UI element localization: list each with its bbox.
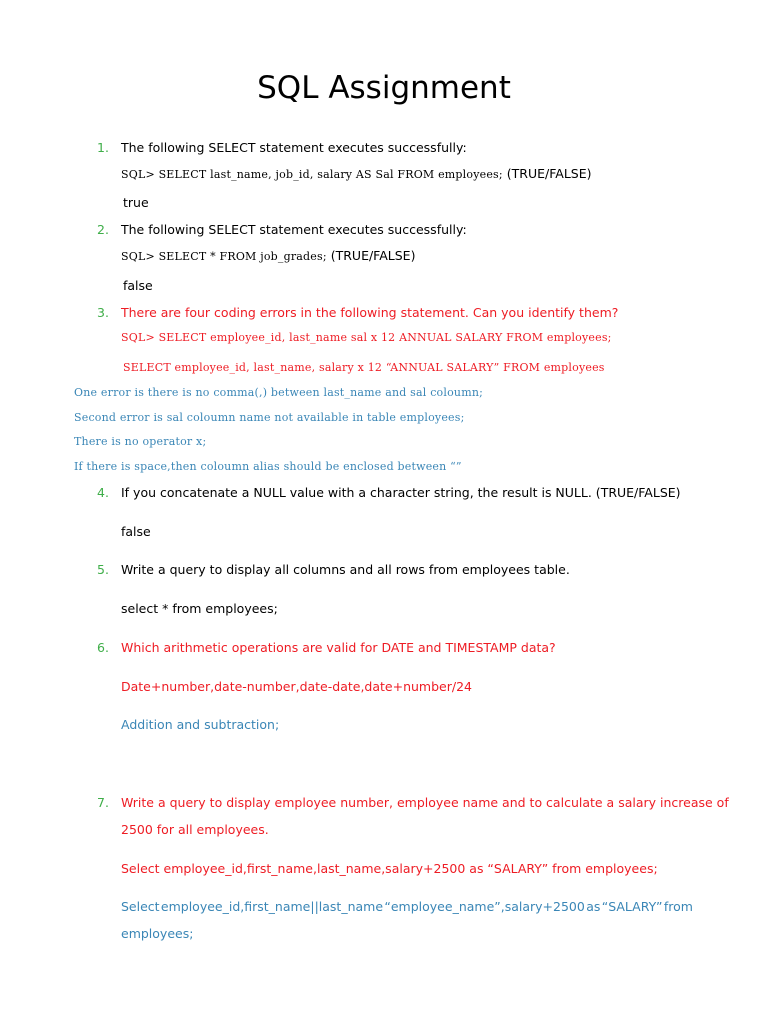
question-number: 3. — [97, 305, 109, 320]
question-text: Write a query to display employee number, employee name and to calculate a salary increase of — [121, 795, 729, 810]
question-text: Which arithmetic operations are valid for DATE and TIMESTAMP data? — [121, 640, 556, 655]
question-number: 1. — [97, 140, 109, 155]
question-number: 5. — [97, 562, 109, 577]
answer-text — [121, 899, 693, 915]
answer-word: “employee_name”,salary+2500 — [384, 899, 585, 914]
question-text: The following SELECT statement executes successfully: — [121, 222, 467, 237]
question-number: 7. — [97, 795, 109, 810]
error-explanation: If there is space,then coloumn alias should be enclosed between “” — [74, 460, 462, 473]
sql-code: SQL> SELECT employee_id, last_name sal x 12 ANNUAL SALARY FROM employees; — [121, 331, 612, 344]
sql-statement — [121, 166, 592, 183]
question-text: There are four coding errors in the following statement. Can you identify them? — [121, 305, 619, 320]
error-explanation: One error is there is no comma(,) between last_name and sal coloumn; — [74, 386, 484, 399]
answer-text: Addition and subtraction; — [121, 717, 280, 732]
answer-word: from — [663, 899, 693, 914]
true-false-suffix: (TRUE/FALSE) — [326, 248, 416, 263]
sql-code: SQL> SELECT * FROM job_grades; — [121, 250, 327, 263]
answer-text: false — [123, 278, 153, 293]
answer-text: true — [123, 195, 149, 210]
question-text: 2500 for all employees. — [121, 822, 269, 837]
question-text: If you concatenate a NULL value with a character string, the result is NULL. (TRUE/FALSE) — [121, 485, 681, 500]
answer-word: as — [586, 899, 601, 914]
sql-statement — [121, 248, 415, 265]
answer-text: Select employee_id,first_name,last_name,salary+2500 as “SALARY” from employees; — [121, 861, 658, 876]
true-false-suffix: (TRUE/FALSE) — [502, 166, 592, 181]
answer-text: select * from employees; — [121, 601, 278, 616]
question-number: 6. — [97, 640, 109, 655]
answer-word: employee_id,first_name||last_name — [160, 899, 384, 914]
answer-text: false — [121, 524, 151, 539]
sql-code: SQL> SELECT last_name, job_id, salary AS Sal FROM employees; — [121, 168, 503, 181]
error-explanation: Second error is sal coloumn name not available in table employees; — [74, 411, 465, 424]
answer-word: Select — [121, 899, 160, 914]
answer-word: “SALARY” — [601, 899, 663, 914]
answer-text: Date+number,date-number,date-date,date+number/24 — [121, 679, 472, 694]
corrected-sql: SELECT employee_id, last_name, salary x 12 “ANNUAL SALARY” FROM employees — [123, 361, 605, 374]
error-explanation: There is no operator x; — [74, 435, 207, 448]
question-number: 4. — [97, 485, 109, 500]
question-text: Write a query to display all columns and all rows from employees table. — [121, 562, 570, 577]
question-number: 2. — [97, 222, 109, 237]
answer-text: employees; — [121, 926, 194, 941]
page-title: SQL Assignment — [257, 70, 511, 106]
question-text: The following SELECT statement executes successfully: — [121, 140, 467, 155]
